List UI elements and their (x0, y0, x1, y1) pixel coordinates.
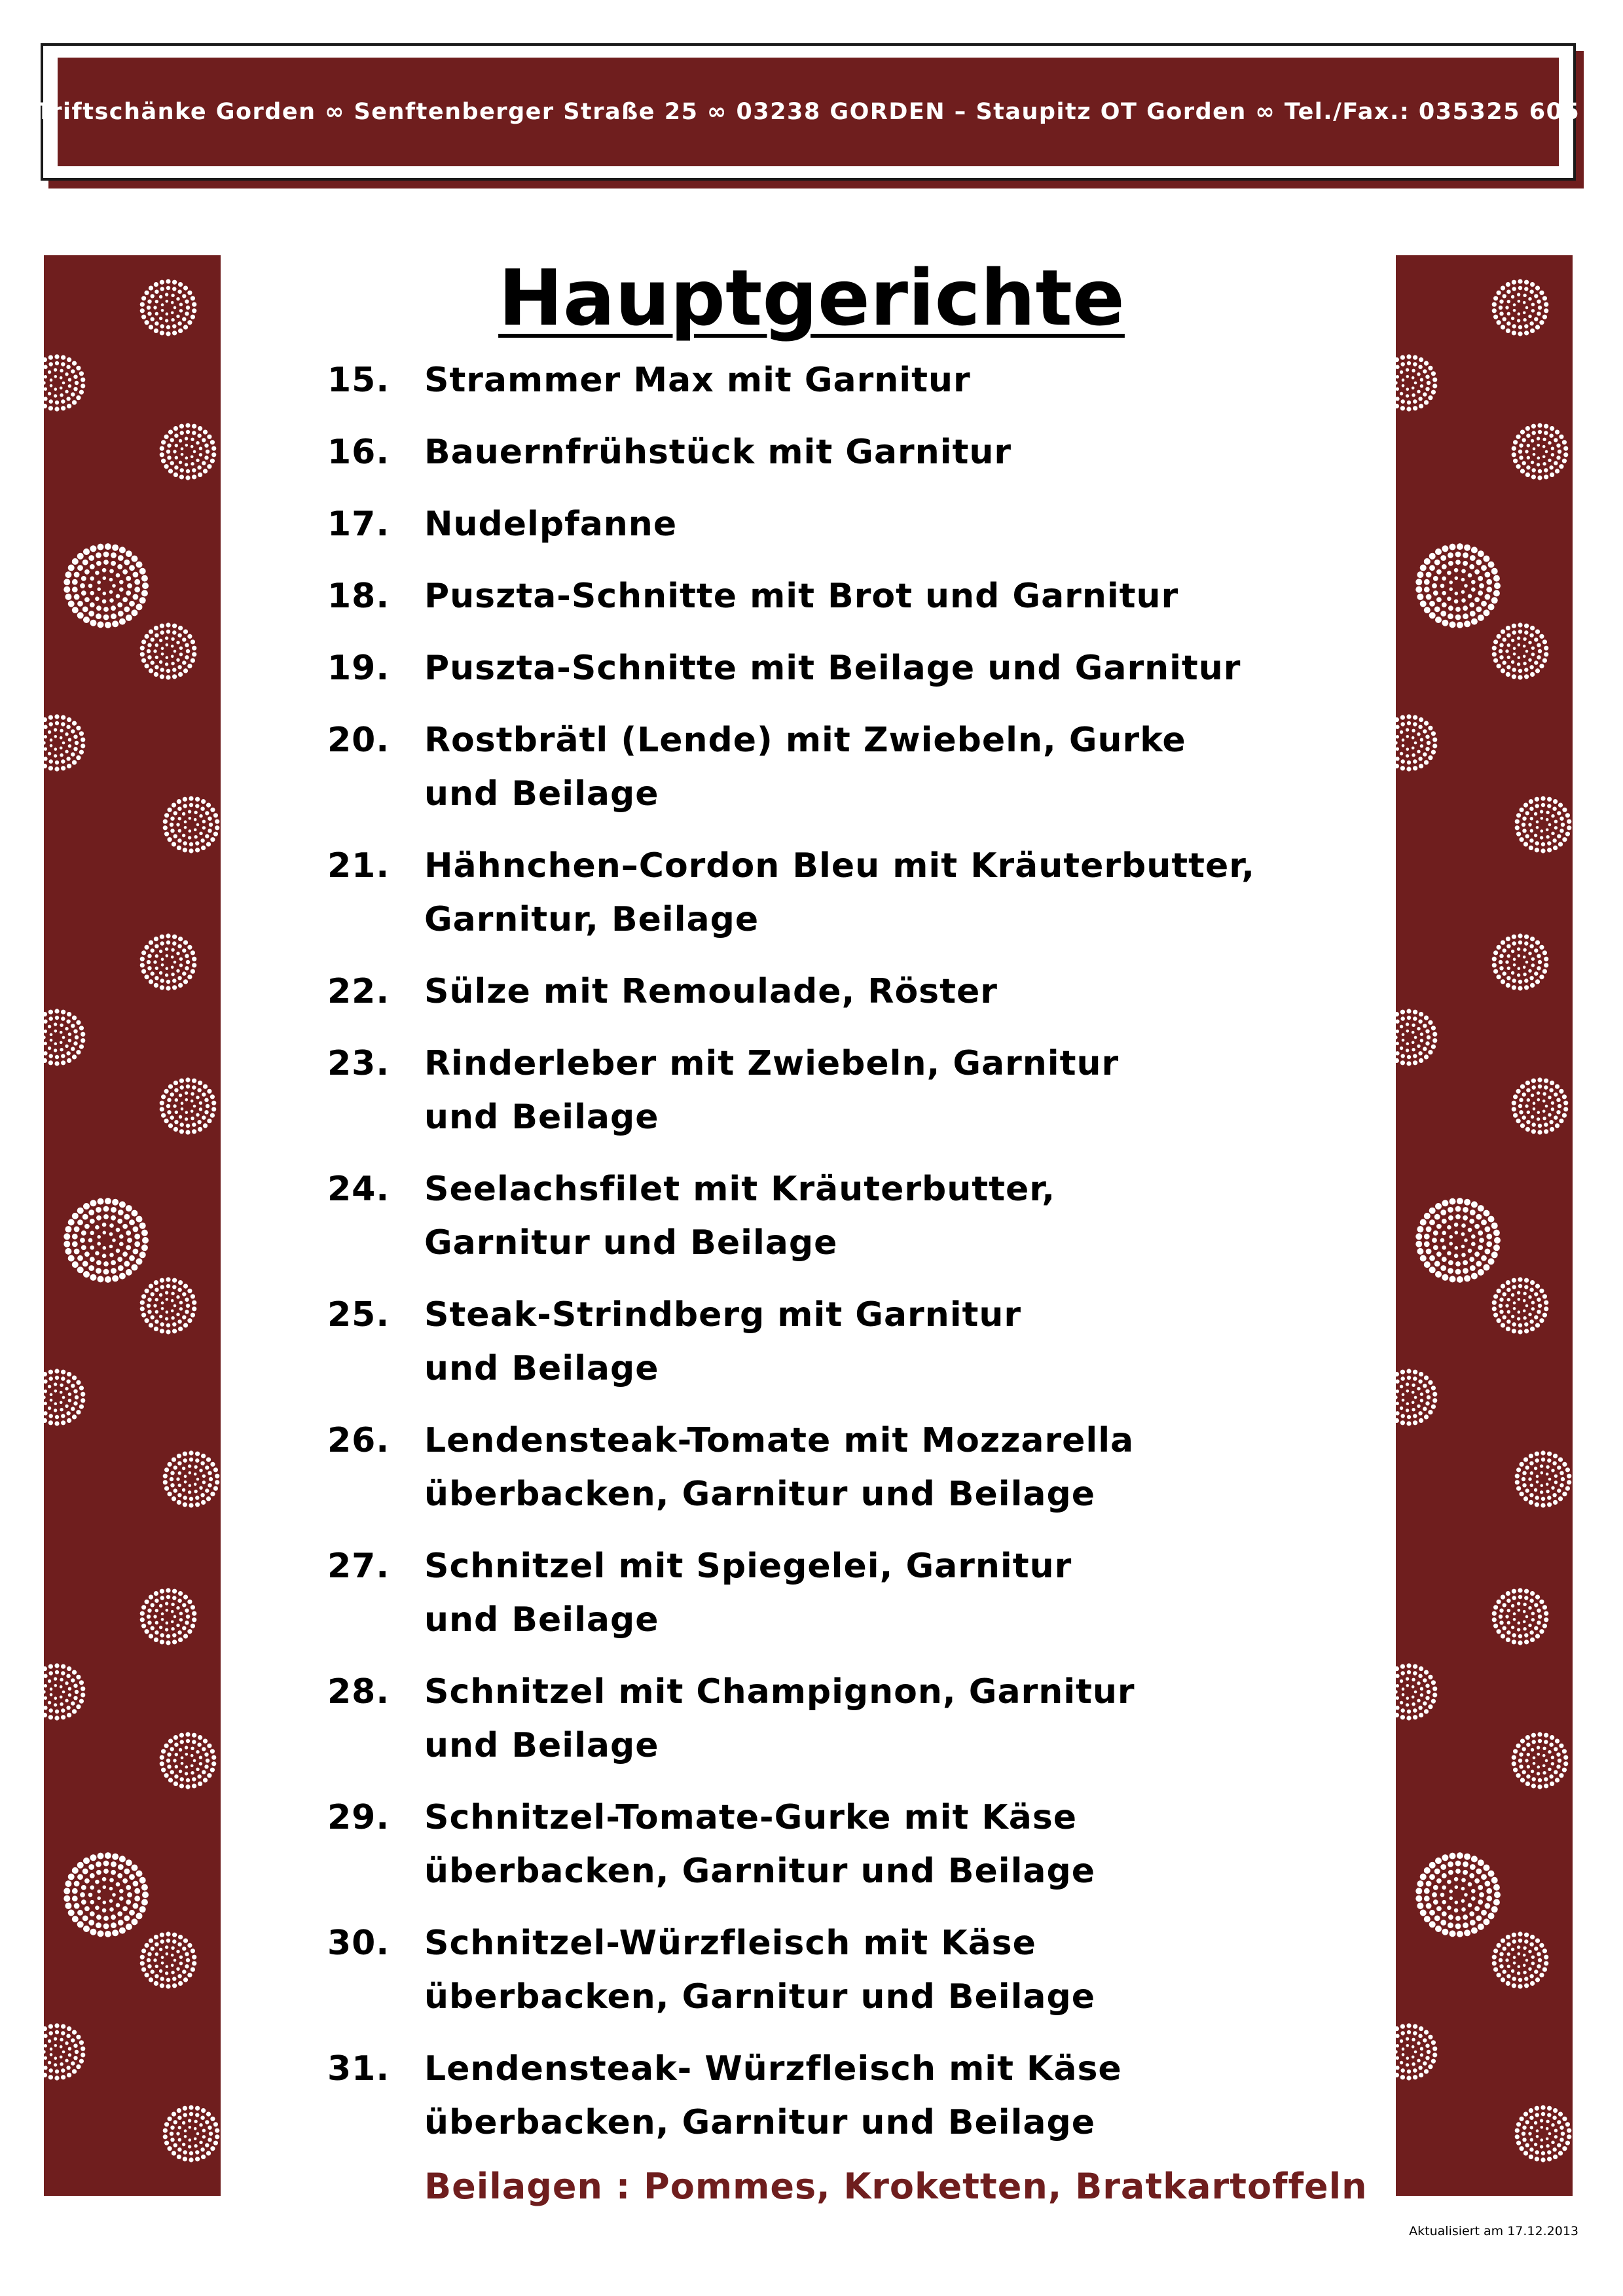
dot-burst (44, 354, 85, 411)
dot-burst (1396, 1009, 1437, 1066)
menu-item-text: Lendensteak- Würzfleisch mit Käse überbacken, Garnitur und Beilage (424, 2049, 1122, 2142)
dot-burst (1415, 1852, 1501, 1937)
dot-burst (1512, 423, 1569, 480)
menu-item-number: 18. (327, 577, 390, 616)
menu-item-text: Rostbrätl (Lende) mit Zwiebeln, Gurke und Beilage (424, 721, 1186, 814)
menu-item-text: Rinderleber mit Zwiebeln, Garnitur und Beilage (424, 1044, 1120, 1137)
dot-burst (140, 1588, 197, 1645)
dot-burst (1492, 622, 1549, 679)
menu-item (327, 713, 1375, 821)
dot-burst (160, 423, 217, 480)
dot-burst (160, 1732, 217, 1789)
menu-item-text: Schnitzel-Würzfleisch mit Käse überbacken, Garnitur und Beilage (424, 1924, 1096, 2017)
menu-item (327, 497, 1375, 551)
menu-item-text: Puszta-Schnitte mit Beilage und Garnitur (424, 649, 1241, 688)
dot-burst (1396, 714, 1437, 771)
menu-item (327, 353, 1375, 407)
menu-item-number: 24. (327, 1170, 390, 1209)
menu-item-number: 15. (327, 361, 390, 400)
left-pattern-strip (44, 255, 221, 2196)
menu-item (327, 965, 1375, 1018)
menu-item-number: 29. (327, 1798, 390, 1837)
dot-burst (44, 714, 85, 771)
dot-burst-pattern-right (1396, 255, 1573, 2196)
dot-burst (140, 933, 197, 990)
menu-item-number: 21. (327, 846, 390, 886)
menu-item-text: Sülze mit Remoulade, Röster (424, 972, 998, 1011)
dot-burst (44, 2023, 85, 2080)
menu-item (327, 1791, 1375, 1898)
menu-item-number: 17. (327, 505, 390, 544)
menu-item (327, 1037, 1375, 1144)
side-dishes-line: Beilagen : Pommes, Kroketten, Bratkartoffeln (424, 2166, 1368, 2207)
menu-item-text: Bauernfrühstück mit Garnitur (424, 433, 1012, 472)
menu-item-text: Hähnchen–Cordon Bleu mit Kräuterbutter, Garnitur, Beilage (424, 846, 1255, 939)
dot-burst (1492, 1931, 1549, 1988)
dot-burst (1492, 1277, 1549, 1334)
menu-item-text: Steak-Strindberg mit Garnitur und Beilage (424, 1295, 1022, 1388)
menu-item (327, 1414, 1375, 1521)
menu-item-number: 25. (327, 1295, 390, 1335)
menu-item-number: 26. (327, 1421, 390, 1460)
menu-item (327, 569, 1375, 623)
dot-burst (1515, 796, 1572, 853)
dot-burst (1396, 1369, 1437, 1426)
page-title (0, 252, 1623, 344)
menu-item-number: 19. (327, 649, 390, 688)
menu-item (327, 425, 1375, 479)
menu-item-text: Puszta-Schnitte mit Brot und Garnitur (424, 577, 1179, 616)
menu-item (327, 641, 1375, 695)
menu-item (327, 1665, 1375, 1772)
dot-burst (140, 1931, 197, 1988)
dot-burst (140, 1277, 197, 1334)
header-address-text: Triftschänke Gorden ∞ Senftenberger Straße 25 ∞ 03238 GORDEN – Staupitz OT Gorden ∞ Tel./Fax.: 035325 605 (36, 99, 1580, 125)
menu-item-text: Schnitzel mit Spiegelei, Garnitur und Beilage (424, 1547, 1072, 1640)
dot-burst (44, 1663, 85, 1720)
menu-item-number: 30. (327, 1924, 390, 1963)
menu-item-text: Nudelpfanne (424, 505, 678, 544)
dot-burst (44, 1369, 85, 1426)
menu-item (327, 1288, 1375, 1395)
menu-item-text: Schnitzel-Tomate-Gurke mit Käse überbacken, Garnitur und Beilage (424, 1798, 1096, 1891)
page-title-text: Hauptgerichte (498, 253, 1125, 343)
menu-item (327, 2042, 1375, 2149)
menu-item-text: Schnitzel mit Champignon, Garnitur und Beilage (424, 1672, 1135, 1765)
dot-burst (163, 1450, 220, 1507)
dot-burst (44, 1009, 85, 1066)
updated-date: Aktualisiert am 17.12.2013 (1409, 2224, 1578, 2238)
dot-burst (1415, 1198, 1501, 1283)
dot-burst (163, 2105, 220, 2162)
header-band (36, 58, 1580, 166)
dot-burst (163, 796, 220, 853)
dot-burst (64, 543, 149, 628)
menu-item (327, 1539, 1375, 1647)
menu-item-number: 27. (327, 1547, 390, 1586)
dot-burst (1515, 2105, 1572, 2162)
menu-item-number: 23. (327, 1044, 390, 1083)
menu-item-text: Seelachsfilet mit Kräuterbutter, Garnitur und Beilage (424, 1170, 1055, 1263)
menu-item-number: 16. (327, 433, 390, 472)
dot-burst (1515, 1450, 1572, 1507)
menu-item-number: 28. (327, 1672, 390, 1712)
right-pattern-strip (1396, 255, 1573, 2196)
dot-burst (1492, 1588, 1549, 1645)
dot-burst (1396, 354, 1437, 411)
dot-burst (140, 622, 197, 679)
dot-burst (1396, 2023, 1437, 2080)
menu-item (327, 1916, 1375, 2024)
menu-item-text: Strammer Max mit Garnitur (424, 361, 971, 400)
dot-burst (64, 1852, 149, 1937)
dot-burst (64, 1198, 149, 1283)
dot-burst (160, 1077, 217, 1134)
menu-item-number: 20. (327, 721, 390, 760)
header-banner (36, 43, 1580, 181)
menu-item-number: 31. (327, 2049, 390, 2089)
dot-burst (1492, 933, 1549, 990)
dot-burst (1512, 1732, 1569, 1789)
dot-burst (1396, 1663, 1437, 1720)
dot-burst-pattern-left (44, 255, 221, 2196)
menu-item-text: Lendensteak-Tomate mit Mozzarella überbacken, Garnitur und Beilage (424, 1421, 1135, 1514)
menu-item (327, 839, 1375, 946)
dot-burst (1512, 1077, 1569, 1134)
menu-list (327, 353, 1375, 2168)
menu-item (327, 1162, 1375, 1270)
menu-item-number: 22. (327, 972, 390, 1011)
dot-burst (1415, 543, 1501, 628)
